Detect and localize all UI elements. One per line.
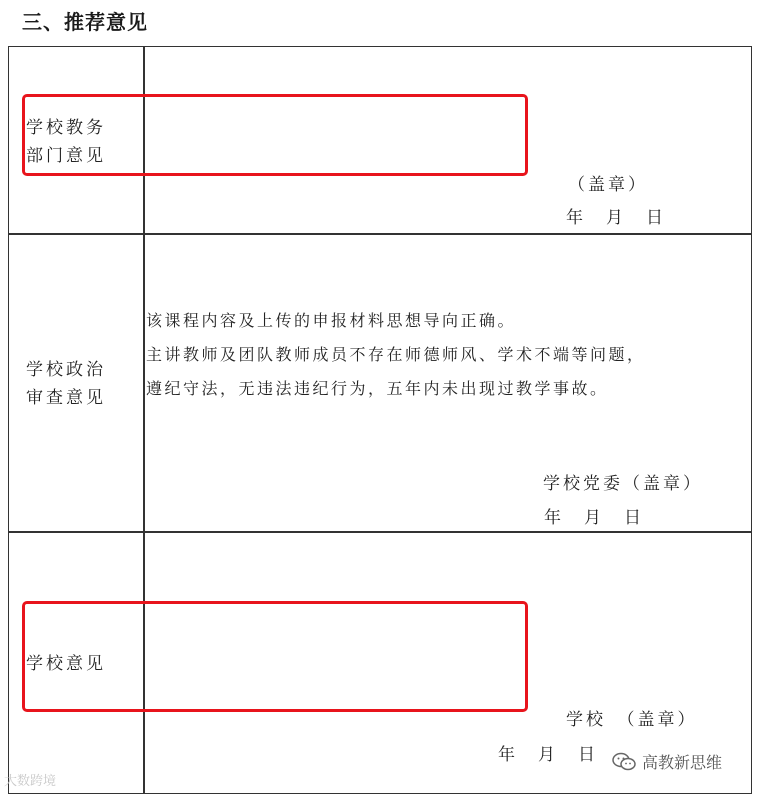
watermark-right-text: 高教新思维 — [642, 753, 723, 772]
row-label-line: 审查意见 — [26, 388, 106, 408]
section-title: 三、推荐意见 — [22, 10, 148, 34]
wechat-icon — [612, 752, 636, 772]
watermark-right — [612, 750, 722, 773]
political-review-content — [146, 304, 646, 406]
watermark-left: 大数跨境 — [4, 774, 57, 789]
highlight-box-school-opinion — [22, 601, 528, 712]
content-line: 主讲教师及团队教师成员不存在师德师风、学术不端等问题， — [146, 345, 646, 364]
content-line: 该课程内容及上传的申报材料思想导向正确。 — [146, 311, 517, 330]
row-divider-2 — [9, 531, 751, 533]
row-label-line: 学校意见 — [26, 654, 106, 674]
row-label-line: 部门意见 — [26, 146, 106, 166]
stamp-label: （盖章） — [568, 175, 648, 195]
date-label: 年 月 日 — [498, 745, 598, 765]
row-label-line: 学校政治 — [26, 360, 106, 380]
stamp-label: 学校党委（盖章） — [543, 474, 703, 494]
highlight-box-academic-affairs — [22, 94, 528, 176]
row-divider-1 — [9, 233, 751, 235]
stamp-label: 学校 （盖章） — [566, 710, 698, 730]
date-label: 年 月 日 — [544, 508, 644, 528]
date-label: 年 月 日 — [566, 208, 666, 228]
content-line: 遵纪守法，无违法违纪行为，五年内未出现过教学事故。 — [146, 379, 609, 398]
row-label-line: 学校教务 — [26, 118, 106, 138]
row-label-political-review — [26, 356, 136, 412]
